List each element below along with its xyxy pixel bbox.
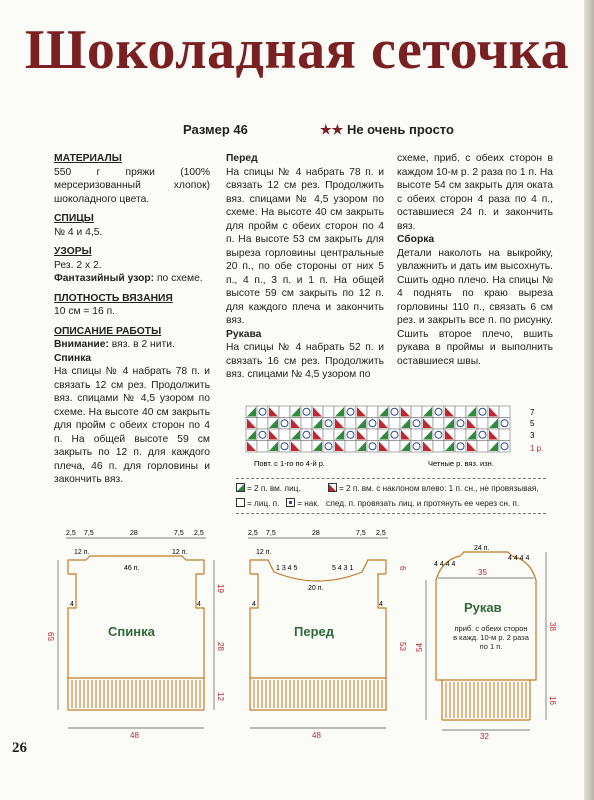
back-dim: 7,5 <box>84 530 94 537</box>
front-neck-steps-right: 5 4 3 1 <box>332 565 354 572</box>
legend-row <box>236 481 546 496</box>
needles-heading: СПИЦЫ <box>54 213 94 224</box>
back-height: 59 <box>47 632 56 641</box>
back-armhole-h: 19 <box>216 584 225 593</box>
front-side: 4 <box>379 601 383 608</box>
needles-text: № 4 и 4,5. <box>54 226 103 238</box>
front-dim: 2,5 <box>376 530 386 537</box>
chart-row-label: 7 <box>530 408 535 417</box>
assembly-text: Детали наколоть на выкройку, увлажнить и дать им высохнуть. Сшить одно плечо. На спицы № 4 поднять по краю выреза горловины 110 п., связать 6 см рез. и закрыть все п. по рисунку. Сшить второе плечо, вшить рукава в проймы и выполнить оставшиеся швы. <box>397 247 553 367</box>
back-shoulder-left: 12 п. <box>74 549 90 556</box>
assembly-heading: Сборка <box>397 234 435 245</box>
front-heading: Перед <box>226 153 258 164</box>
front-side: 4 <box>252 601 256 608</box>
attention-value: вяз. в 2 нити. <box>108 339 175 350</box>
chart-row-label: 3 <box>530 431 535 440</box>
attention-text <box>54 338 210 352</box>
back-schematic <box>46 528 226 743</box>
sleeve-label: Рукав <box>464 600 502 615</box>
chart-cell <box>323 429 334 441</box>
back-dim: 2,5 <box>66 530 76 537</box>
chart-cell <box>499 406 510 418</box>
text-column-1 <box>54 152 210 487</box>
front-schematic <box>228 528 408 743</box>
text-column-2 <box>226 152 384 382</box>
description-heading: ОПИСАНИЕ РАБОТЫ <box>54 325 162 337</box>
chart-cell <box>477 418 488 430</box>
back-side: 4 <box>70 601 74 608</box>
legend-k2tog: = 2 п. вм. лиц. <box>247 484 301 493</box>
chart-cell <box>257 418 268 430</box>
chart-cell <box>345 418 356 430</box>
chart-cell <box>455 429 466 441</box>
chart-cell <box>477 441 488 453</box>
sleeve-note: приб. с обеих сторон в кажд. 10-м р. 2 раза по 1 п. <box>453 624 529 651</box>
back-width: 48 <box>130 731 139 740</box>
back-shoulder-right: 12 п. <box>172 549 188 556</box>
patterns-heading: УЗОРЫ <box>54 246 92 257</box>
front-dim: 7,5 <box>356 530 366 537</box>
front-neck: 20 п. <box>308 585 324 592</box>
page-title: Шоколадная сеточка <box>24 19 570 81</box>
legend-ssk-cont: след. п. провязать лиц. и протянуть ее через сн. п. <box>326 499 520 508</box>
sleeve-note-box <box>452 624 530 670</box>
chart-cell <box>389 418 400 430</box>
back-text: На спицы № 4 набрать 78 п. и связать 12 см рез. Продолжить вяз. спицами № 4,5 узором по схеме. На высоте 40 см закрыть для пройм с обеих сторон по 4 п. На общей высоте 59 см закрыть по 12 п. для каждого плеча, 46 п. для горловины и закончить вяз. <box>54 366 210 485</box>
legend-ssk: = 2 п. вм. с наклоном влево: 1 п. сн., не провязывая, <box>338 484 539 493</box>
chart-cell <box>411 429 422 441</box>
fancy-value: по схеме. <box>154 273 203 284</box>
difficulty-text: Не очень просто <box>346 122 454 137</box>
rib-text: Рез. 2 х 2. <box>54 259 102 271</box>
front-label: Перед <box>294 624 334 639</box>
chart-cell <box>345 441 356 453</box>
back-heading: Спинка <box>54 352 92 364</box>
front-height: 53 <box>398 642 407 651</box>
sleeve-height: 54 <box>415 643 424 652</box>
back-body-h: 28 <box>216 642 225 651</box>
front-neck-depth: 6 <box>398 566 407 571</box>
chart-cell <box>455 406 466 418</box>
sleeve-cap-width: 35 <box>478 568 487 577</box>
front-width: 48 <box>312 731 321 740</box>
front-dim: 28 <box>312 530 320 537</box>
legend-knit: = лиц. п. <box>247 499 280 508</box>
back-dim: 2,5 <box>194 530 204 537</box>
sleeve-rib-h: 16 <box>548 696 557 705</box>
sleeve-body-h: 38 <box>548 622 557 631</box>
chart-cell <box>433 441 444 453</box>
ssk-symbol-icon <box>328 483 337 492</box>
front-dim: 7,5 <box>266 530 276 537</box>
legend-yo: = нак. <box>297 499 320 508</box>
chart-cell <box>323 406 334 418</box>
text-column-3 <box>397 152 553 368</box>
sleeve-cap-steps-right: 4 4 4 4 <box>508 555 530 562</box>
front-shoulder-left: 12 п. <box>256 549 272 556</box>
yarn-over-symbol-icon <box>286 498 295 507</box>
fancy-text <box>54 272 210 286</box>
chart-grid <box>246 406 510 452</box>
back-dim: 7,5 <box>174 530 184 537</box>
k2tog-symbol-icon <box>236 483 245 492</box>
chart-cell <box>257 441 268 453</box>
chart-caption-left: Повт. с 1-го по 4-й р. <box>254 459 325 468</box>
back-rib-h: 12 <box>216 692 225 701</box>
sleeve-schematic <box>412 540 562 740</box>
chart-cell <box>301 418 312 430</box>
page-edge-shadow <box>584 0 594 800</box>
back-label: Спинка <box>108 624 155 639</box>
density-text: 10 см = 16 п. <box>54 306 116 317</box>
chart-cell <box>411 406 422 418</box>
attention-label: Внимание: <box>54 339 109 350</box>
chart-cell <box>279 429 290 441</box>
back-neck: 46 п. <box>124 565 140 572</box>
chart-row-label: 5 <box>530 419 535 428</box>
difficulty-label <box>320 122 454 138</box>
sleeve-top: 24 п. <box>474 545 490 552</box>
chart-cell <box>367 406 378 418</box>
chart-cell <box>301 441 312 453</box>
sleeve-text: На спицы № 4 набрать 52 п. и связать 16 см рез. Продолжить вяз. спицами № 4,5 узором по <box>226 342 384 380</box>
fancy-label: Фантазийный узор: <box>54 273 155 284</box>
knit-symbol-icon <box>236 498 245 507</box>
chart-cell <box>279 406 290 418</box>
chart-cell <box>389 441 400 453</box>
back-side: 4 <box>197 601 201 608</box>
chart-caption-right: Четные р. вяз. изн. <box>428 459 494 468</box>
size-label: Размер 46 <box>183 122 248 137</box>
density-heading: ПЛОТНОСТЬ ВЯЗАНИЯ <box>54 292 173 304</box>
sleeve-cap-steps: 4 4 4 4 <box>434 561 456 568</box>
materials-heading: МАТЕРИАЛЫ <box>54 153 122 164</box>
chart-cell <box>499 429 510 441</box>
front-text: На спицы № 4 набрать 78 п. и связать 12 см рез. Продолжить вяз. спицами № 4,5 узором по схеме. На высоте 40 см закрыть для пройм с обеих сторон по 4 п. На высоте 53 см закрыть для выреза горловины центральные 20 п., по обе стороны от них 5 п., 4 п., 3 п. и 1 п. На общей высоте 59 см закрыть по 12 п. для каждого плеча и закончить вяз. <box>226 166 384 326</box>
chart-row-label: 1 р. <box>530 444 544 453</box>
sleeve-width: 32 <box>480 732 489 740</box>
materials-text: 550 г пряжи (100% мерсеризованный хлопок) шоколадного цвета. <box>54 166 210 205</box>
chart-cell <box>367 429 378 441</box>
page-number: 26 <box>12 740 27 756</box>
chart-legend <box>236 478 546 514</box>
difficulty-stars: ★★ <box>320 122 344 137</box>
back-dim: 28 <box>130 530 138 537</box>
legend-row <box>236 496 546 511</box>
stitch-chart <box>238 402 558 474</box>
chart-cell <box>433 418 444 430</box>
sleeve-text-cont: схеме, приб. с обеих сторон в каждом 10-м р. 2 раза по 1 п. На высоте 54 см закрыть для оката с обеих сторон 4 раза по 4 п., оставшиеся 24 п. и закончить вяз. <box>397 153 553 232</box>
front-neck-steps: 1 3 4 5 <box>276 565 298 572</box>
front-dim: 2,5 <box>248 530 258 537</box>
sleeve-heading: Рукава <box>226 328 262 340</box>
